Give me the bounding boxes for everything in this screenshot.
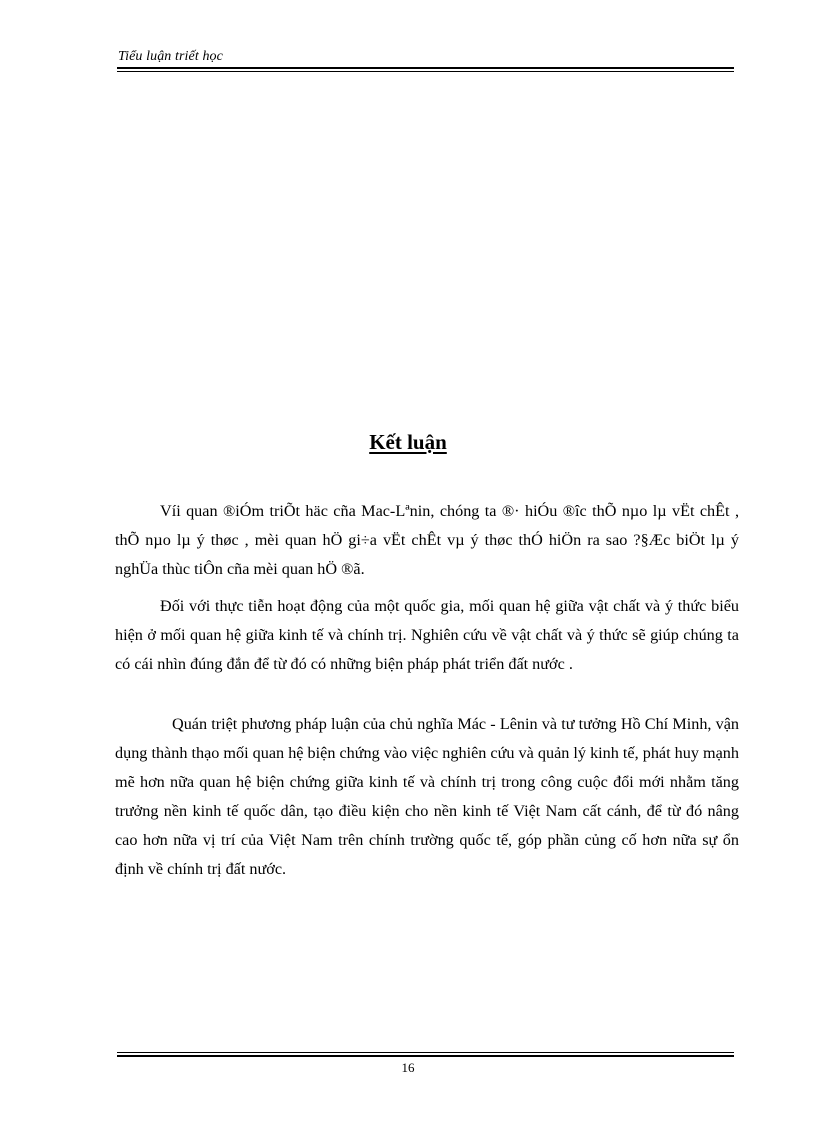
- page-number: 16: [401, 1060, 415, 1075]
- section-heading: Kết luận: [369, 430, 447, 454]
- header-rule-thick: [117, 67, 734, 69]
- conclusion-paragraph-1: Víi quan ®iÓm triÕt häc cña Mac-Lªnin, chóng ta ®· hiÓu ®îc thÕ nµo lµ vËt chÊt , thÕ nµo lµ ý thøc , mèi quan hÖ gi÷a vËt chÊt vµ ý thøc thÓ hiÖn ra sao ?§Æc biÖt lµ ý nghÜa thùc tiÔn cña mèi quan hÖ ®ã.: [115, 502, 739, 578]
- footer-rule-thin: [117, 1052, 734, 1053]
- conclusion-paragraph-3: Quán triệt phương pháp luận của chủ nghĩa Mác - Lênin và tư tưởng Hồ Chí Minh, vận dụng thành thạo mối quan hệ biện chứng vào việc nghiên cứu và quản lý kinh tế, phát huy mạnh mẽ hơn nữa quan hệ biện chứng giữa kinh tế và chính trị trong công cuộc đổi mới nhằm tăng trưởng nền kinh tế quốc dân, tạo điều kiện cho nền kinh tế Việt Nam cất cánh, để từ đó nâng cao hơn nữa vị trí của Việt Nam trên chính trường quốc tế, góp phần củng cố hơn nữa sự ổn định về chính trị đất nước.: [115, 715, 739, 878]
- footer-rule-thick: [117, 1055, 734, 1057]
- header-rule-thin: [117, 71, 734, 72]
- header-title: Tiểu luận triết học: [118, 49, 223, 64]
- conclusion-paragraph-2: Đối với thực tiễn hoạt động của một quốc gia, mối quan hệ giữa vật chất và ý thức biểu hiện ở mối quan hệ giữa kinh tế và chính trị. Nghiên cứu về vật chất và ý thức sẽ giúp chúng ta có cái nhìn đúng đắn để từ đó có những biện pháp phát triển đất nước .: [115, 597, 739, 673]
